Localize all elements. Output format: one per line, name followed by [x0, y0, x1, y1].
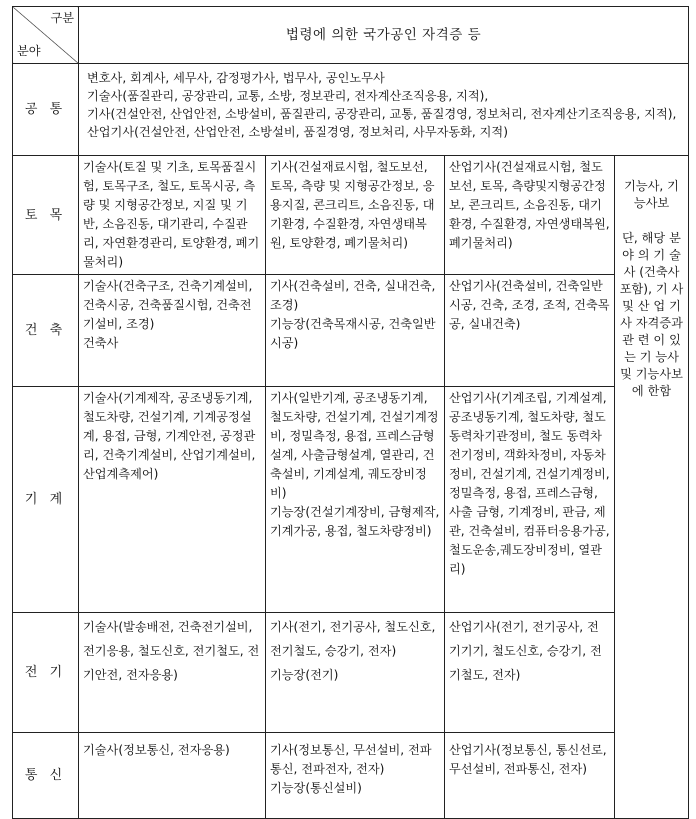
architecture-col2: [266, 275, 445, 387]
electrical-col2: [266, 613, 445, 733]
telecom-col2: [266, 733, 445, 819]
mechanical-col2: [266, 387, 445, 613]
electrical-col2-main: 기사(전기, 전기공사, 철도신호, 전기철도, 승강기, 전자): [270, 620, 436, 658]
table-row: [13, 275, 689, 387]
common-line: 기술사(품질관리, 공장관리, 교통, 소방, 정보관리, 전자계산조직응용, 지적),: [87, 89, 489, 103]
header-field-label: 분야: [17, 44, 41, 58]
mechanical-col3: 산업기사(기계조립, 기계설계, 공조냉동기계, 철도차량, 철도동력차기관정비, 철도 동력차전기정비, 객화차정비, 자동차정비, 건설기계, 건설기계정비, 정밀측정, 용접, 프레스금형, 사출 금형, 기계정비, 판금, 제관, 건축설비, 컴퓨터응용가공, 철도운송,궤도장비정비, 열관리): [445, 387, 615, 613]
row-label-common: 공 통: [13, 64, 79, 156]
qualification-table: [12, 6, 689, 819]
mechanical-col1: 기술사(기계제작, 공조냉동기계, 철도차량, 건설기계, 기계공정설계, 용접, 금형, 기계안전, 공정관리, 건축기계설비, 산업기계설비, 산업계측제어): [79, 387, 266, 613]
common-row: [13, 64, 689, 156]
row-label-telecom: 통 신: [13, 733, 79, 819]
common-line: 산업기사(건설안전, 산업안전, 소방설비, 품질경영, 정보처리, 사무자동화, 지적): [87, 125, 508, 139]
telecom-col1: 기술사(정보통신, 전자응용): [79, 733, 266, 819]
architecture-col2-sub: 기능장(건축목재시공, 건축일반시공): [270, 317, 436, 350]
side-note-title: 기능사, 기능사보: [624, 179, 679, 210]
civil-col3: 산업기사(건설재료시험, 철도보선, 토목, 측량및지형공간정보, 콘크리트, 소음진동, 대기환경, 수질환경, 자연생태복원, 폐기물처리): [445, 156, 615, 275]
architecture-col3: 산업기사(건축설비, 건축일반시공, 건축, 조경, 조적, 건축목공, 실내건축): [445, 275, 615, 387]
row-label-civil: 토 목: [13, 156, 79, 275]
table-title: 법령에 의한 국가공인 자격증 등: [79, 7, 689, 64]
architecture-col1-sub: 건축사: [83, 336, 119, 350]
row-label-electrical: 전 기: [13, 613, 79, 733]
telecom-col2-main: 기사(정보통신, 무선설비, 전파통신, 전파전자, 전자): [270, 743, 432, 776]
row-label-architecture: 건 축: [13, 275, 79, 387]
header-row: [13, 7, 689, 64]
header-category-label: 구분: [50, 11, 74, 25]
electrical-col1: 기술사(발송배전, 건축전기설비, 전기응용, 철도신호, 전기철도, 전기안전, 전자응용): [79, 613, 266, 733]
electrical-col2-sub: 기능장(전기): [270, 668, 339, 682]
architecture-col2-main: 기사(건축설비, 건축, 실내건축, 조경): [270, 279, 436, 312]
table-row: [13, 387, 689, 613]
electrical-col3: 산업기사(전기, 전기공사, 전기기기, 철도신호, 승강기, 전기철도, 전자): [445, 613, 615, 733]
civil-col1: 기술사(토질 및 기초, 토목품질시험, 토목구조, 철도, 토목시공, 측량 및 지형공간정보, 지질 및 기반, 소음진동, 대기관리, 수질관리, 자연환경관리, 토양환경, 폐기물처리): [79, 156, 266, 275]
table-row: [13, 156, 689, 275]
architecture-col1: [79, 275, 266, 387]
row-label-mechanical: 기 계: [13, 387, 79, 613]
mechanical-col2-sub: 기능장(건설기계장비, 금형제작, 기계가공, 용접, 철도차량정비): [270, 505, 440, 538]
header-diagonal-cell: [13, 7, 79, 64]
common-line: 변호사, 회계사, 세무사, 감정평가사, 법무사, 공인노무사: [87, 71, 385, 85]
telecom-col2-sub: 기능장(통신설비): [270, 781, 362, 795]
civil-col2: 기사(건설재료시험, 철도보선, 토목, 측량 및 지형공간정보, 응용지질, 콘크리트, 소음진동, 대기환경, 수질환경, 자연생태복원, 토양환경, 폐기물처리): [266, 156, 445, 275]
table-row: [13, 613, 689, 733]
common-content: [79, 64, 689, 156]
side-note: [615, 156, 689, 819]
side-note-body: 단, 해당 분 야 의 기 술 사 (건축사 포함), 기 사 및 산 업 기 사 자격증과 관 련 이 있는 기 능사 및 기능사보에 한함: [619, 231, 684, 398]
table-row: [13, 733, 689, 819]
architecture-col1-main: 기술사(건축구조, 건축기계설비, 건축시공, 건축품질시험, 건축전기설비, 조경): [83, 279, 253, 331]
mechanical-col2-main: 기사(일반기계, 공조냉동기계, 철도차량, 건설기계, 건설기계정비, 정밀측정, 용접, 프레스금형설계, 사출금형설계, 열관리, 건축설비, 기계설계, 궤도장비정비): [270, 391, 439, 500]
telecom-col3: 산업기사(정보통신, 통신선로, 무선설비, 전파통신, 전자): [445, 733, 615, 819]
common-line: 기사(건설안전, 산업안전, 소방설비, 품질관리, 공장관리, 교통, 품질경영, 정보처리, 전자계산기조직응용, 지적),: [87, 107, 677, 121]
